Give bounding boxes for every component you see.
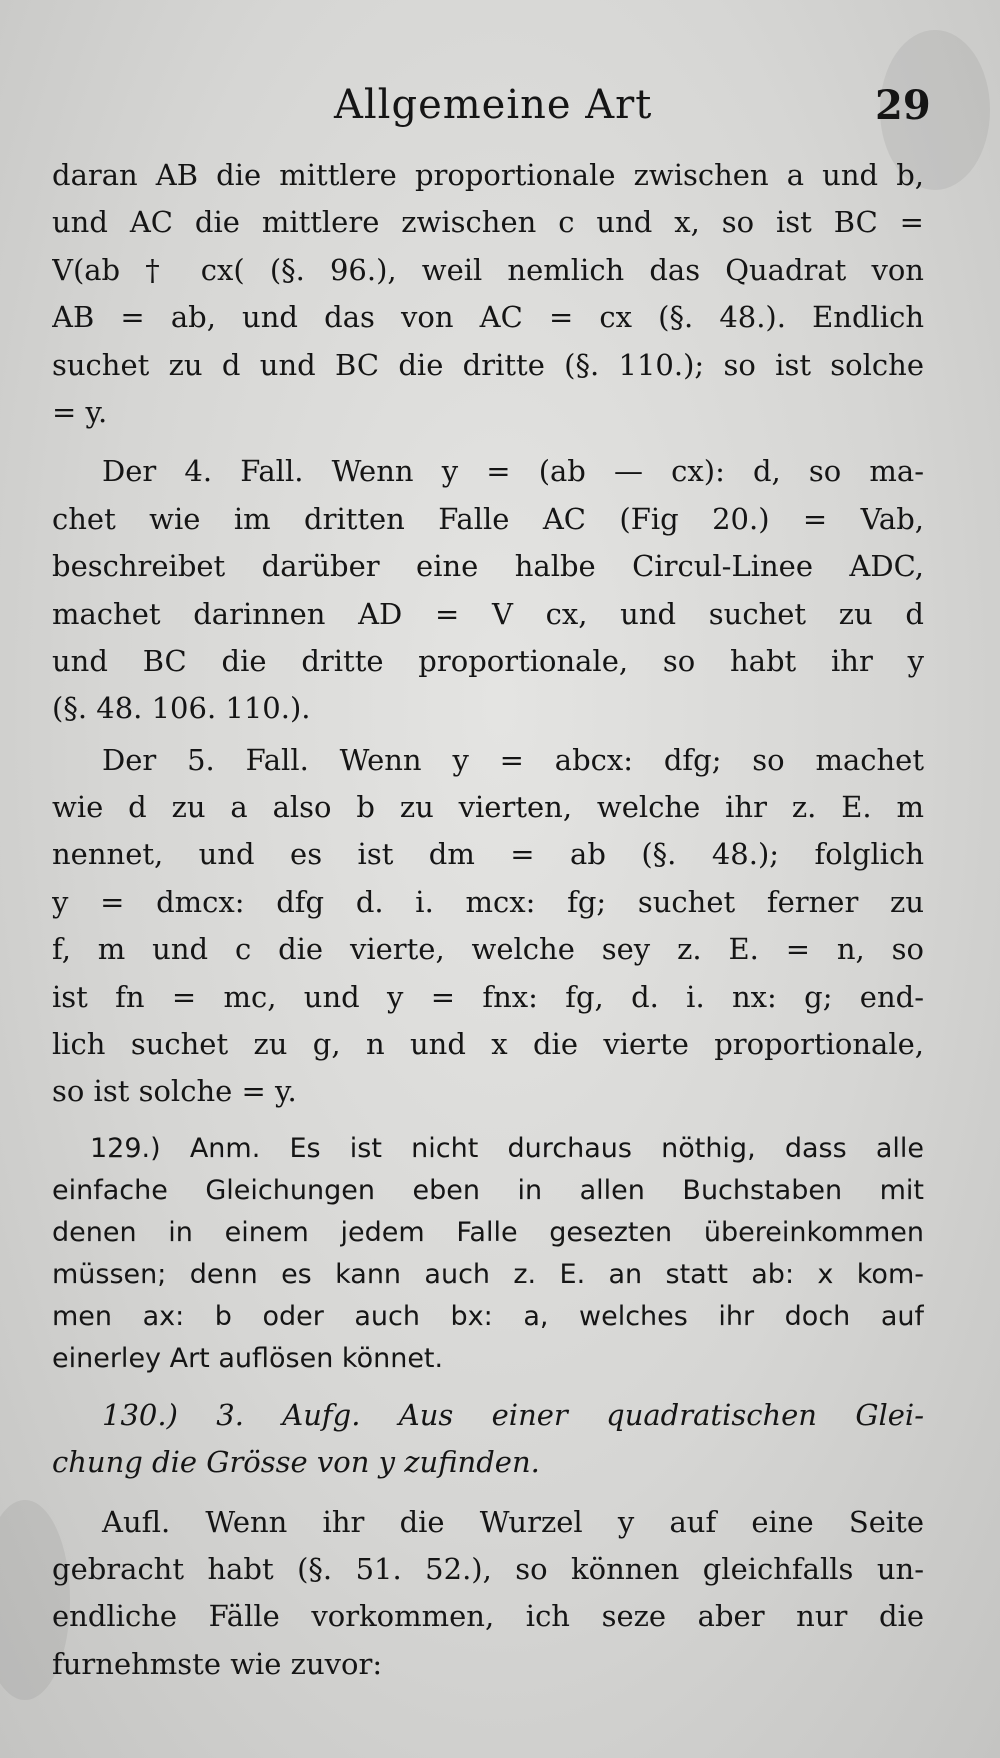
text-line: und BC die dritte proportionale, so habt ihr y: [52, 643, 924, 678]
text-line: ist fn = mc, und y = fnx: fg, d. i. nx: g; end-: [52, 979, 924, 1014]
text-line: 130.) 3. Aufg. Aus einer quadratischen Glei-: [102, 1397, 924, 1432]
text-line: furnehmste wie zuvor:: [52, 1646, 383, 1681]
text-line: f, m und c die vierte, welche sey z. E. = n, so: [52, 932, 924, 967]
text-line: machet darinnen AD = V cx, und suchet zu d: [52, 596, 924, 631]
paragraph-case-5: [52, 737, 924, 1116]
text-line: lich suchet zu g, n und x die vierte proportionale,: [52, 1027, 924, 1062]
running-title: Allgemeine Art: [334, 82, 653, 128]
text-line: daran AB die mittlere proportionale zwischen a und b,: [52, 158, 924, 192]
text-line: denen in einem jedem Falle gesezten übereinkommen: [52, 1216, 924, 1248]
text-line: endliche Fälle vorkommen, ich seze aber nur die: [52, 1599, 924, 1634]
text-line: Aufl. Wenn ihr die Wurzel y auf eine Seite: [102, 1504, 924, 1539]
text-line: Der 4. Fall. Wenn y = (ab — cx): d, so ma-: [102, 454, 924, 489]
text-line: chet wie im dritten Falle AC (Fig 20.) = Vab,: [52, 501, 924, 536]
text-line: (§. 48. 106. 110.).: [52, 691, 311, 726]
text-line: chung die Grösse von y zufinden.: [52, 1445, 540, 1480]
text-line: men ax: b oder auch bx: a, welches ihr doch auf: [52, 1300, 924, 1332]
text-line: suchet zu d und BC die dritte (§. 110.); so ist solche: [52, 347, 924, 382]
paragraph-solution: [52, 1499, 924, 1689]
paragraph-case-3-end: [52, 152, 924, 436]
text-line: V(ab † cx( (§. 96.), weil nemlich das Quadrat von: [52, 252, 924, 287]
text-line: AB = ab, und das von AC = cx (§. 48.). Endlich: [52, 300, 924, 335]
text-line: = y.: [52, 394, 108, 429]
text-line: y = dmcx: dfg d. i. mcx: fg; suchet ferner zu: [52, 884, 924, 919]
text-line: nennet, und es ist dm = ab (§. 48.); folglich: [52, 837, 924, 872]
page-header: [0, 82, 1000, 132]
text-line: müssen; denn es kann auch z. E. an statt ab: x kom-: [52, 1258, 924, 1290]
text-line: und AC die mittlere zwischen c und x, so ist BC =: [52, 205, 924, 240]
text-line: wie d zu a also b zu vierten, welche ihr z. E. m: [52, 790, 924, 825]
text-line: einfache Gleichungen eben in allen Buchstaben mit: [52, 1174, 924, 1206]
paragraph-case-4: [52, 448, 924, 732]
text-line: einerley Art auflösen könnet.: [52, 1342, 444, 1374]
paragraph-task-130: [52, 1392, 924, 1487]
page-number: 29: [875, 82, 931, 129]
paragraph-remark-129: [52, 1128, 924, 1380]
text-line: so ist solche = y.: [52, 1074, 297, 1109]
text-line: 129.) Anm. Es ist nicht durchaus nöthig, dass alle: [90, 1132, 924, 1164]
text-line: beschreibet darüber eine halbe Circul-Linee ADC,: [52, 549, 924, 584]
text-line: gebracht habt (§. 51. 52.), so können gleichfalls un-: [52, 1551, 924, 1586]
text-line: Der 5. Fall. Wenn y = abcx: dfg; so machet: [102, 742, 924, 777]
page-body: [52, 152, 924, 1688]
